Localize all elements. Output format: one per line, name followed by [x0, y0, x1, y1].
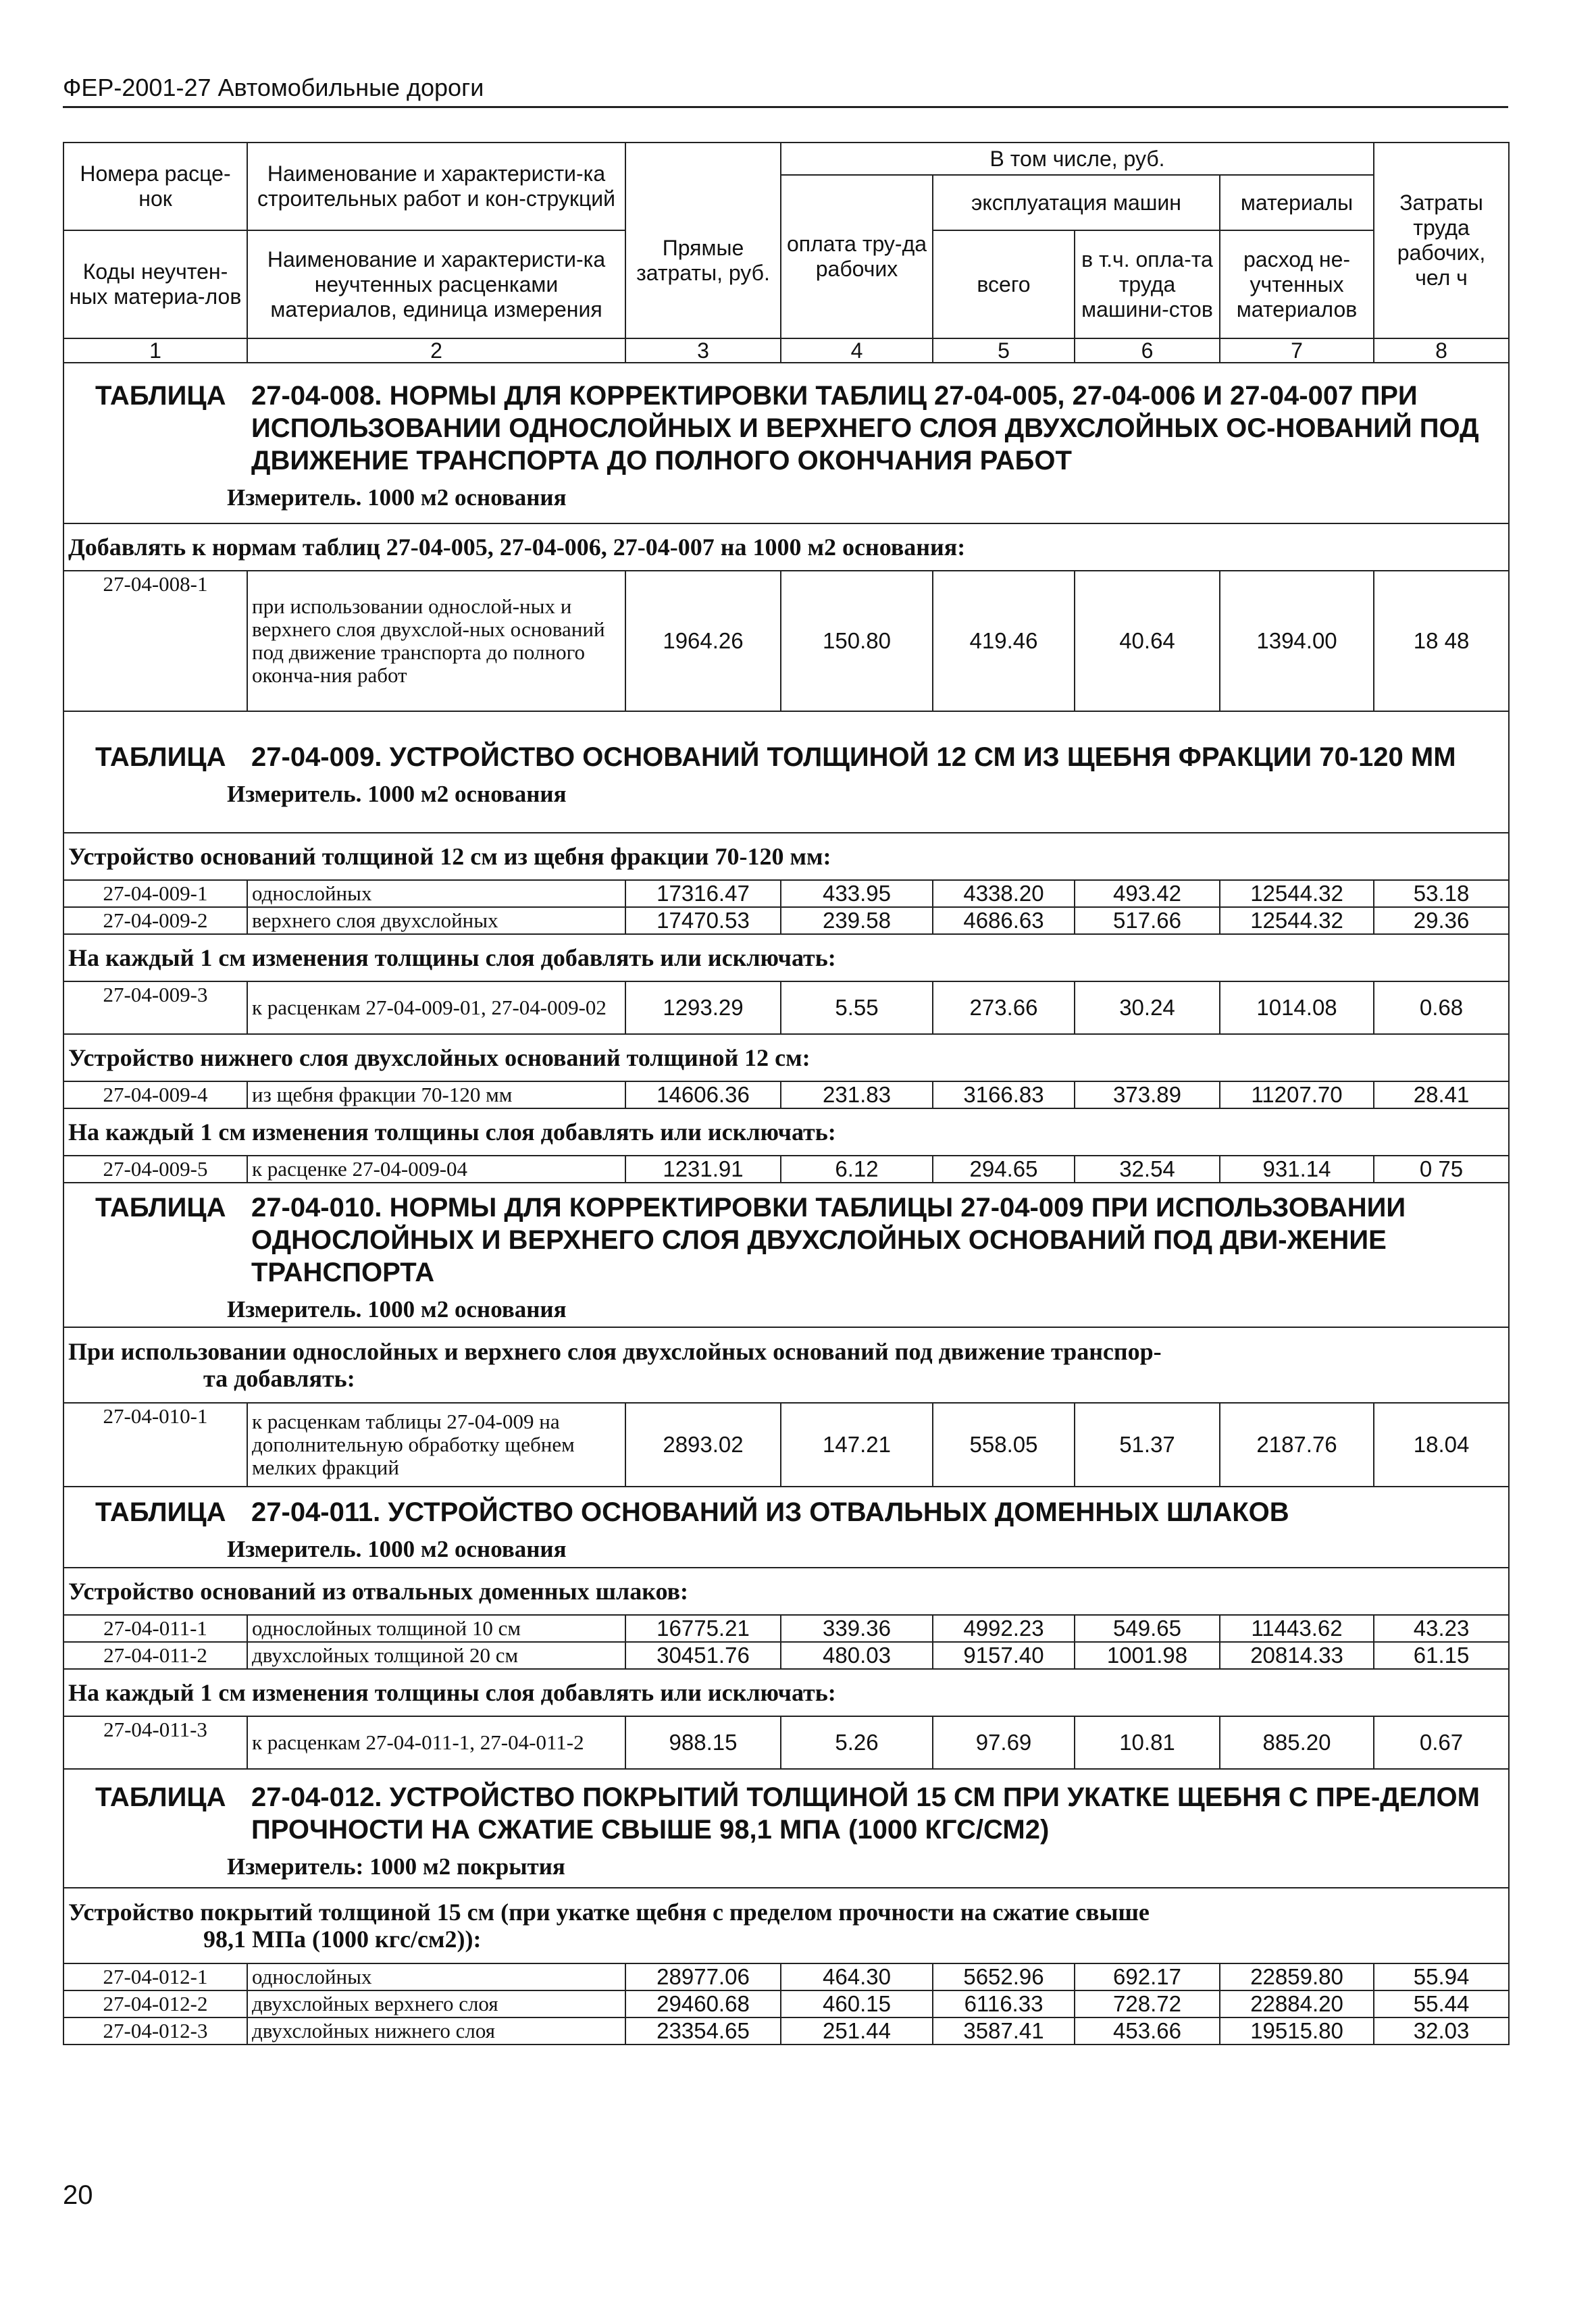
column-number: 8 [1374, 338, 1509, 363]
measure-unit: 1000 м2 покрытия [369, 1853, 565, 1880]
value-mach-total: 3166.83 [933, 1081, 1075, 1108]
col6-header: в т.ч. опла-та труда машини-стов [1075, 230, 1220, 338]
value-labor: 480.03 [781, 1642, 933, 1669]
rate-code: 27-04-011-2 [63, 1642, 247, 1669]
group-heading: Добавлять к нормам таблиц 27-04-005, 27-04-006, 27-04-007 на 1000 м2 основания: [68, 534, 966, 561]
table-row [63, 1403, 1509, 1487]
rate-name: при использовании однослой-ных и верхнего слоя двухслой-ных оснований под движение транспорта до полного оконча-ния работ [247, 571, 625, 711]
value-hours: 0 75 [1374, 1156, 1509, 1183]
rate-code: 27-04-010-1 [63, 1403, 247, 1487]
rates-table [63, 142, 1510, 2045]
measure-label: Измеритель. [227, 1536, 362, 1562]
rate-code: 27-04-009-4 [63, 1081, 247, 1108]
group-heading-cell [63, 523, 1509, 571]
rate-name: однослойных [247, 880, 625, 907]
group-heading-row [63, 1034, 1509, 1081]
value-materials: 1394.00 [1220, 571, 1374, 711]
section-label: ТАБЛИЦА [95, 1497, 226, 1527]
value-mach-labor: 549.65 [1075, 1615, 1220, 1642]
rate-code: 27-04-012-2 [63, 1990, 247, 2017]
value-mach-labor: 51.37 [1075, 1403, 1220, 1487]
rate-code: 27-04-012-3 [63, 2017, 247, 2045]
col1-top-header: Номера расце-нок [63, 143, 247, 230]
value-hours: 18.04 [1374, 1403, 1509, 1487]
table-row [63, 1156, 1509, 1183]
rate-name: однослойных толщиной 10 см [247, 1615, 625, 1642]
header-row-1 [63, 143, 1509, 175]
section-title-row [63, 363, 1509, 523]
section-heading [68, 371, 1504, 478]
value-mach-labor: 493.42 [1075, 880, 1220, 907]
measure-label: Измеритель. [227, 484, 362, 511]
column-number: 2 [247, 338, 625, 363]
value-direct: 1293.29 [625, 981, 781, 1034]
value-mach-total: 273.66 [933, 981, 1075, 1034]
value-mach-total: 97.69 [933, 1716, 1075, 1769]
measure-unit: 1000 м2 основания [367, 781, 567, 807]
section-title-cell [63, 711, 1509, 833]
table-row [63, 1642, 1509, 1669]
value-materials: 931.14 [1220, 1156, 1374, 1183]
value-mach-labor: 453.66 [1075, 2017, 1220, 2045]
rate-name: однослойных [247, 1963, 625, 1990]
rate-code: 27-04-009-5 [63, 1156, 247, 1183]
measure-unit: 1000 м2 основания [367, 1296, 567, 1322]
value-labor: 239.58 [781, 907, 933, 934]
value-materials: 2187.76 [1220, 1403, 1374, 1487]
value-mach-labor: 1001.98 [1075, 1642, 1220, 1669]
value-mach-total: 558.05 [933, 1403, 1075, 1487]
group-heading-cell [63, 1034, 1509, 1081]
group-heading-cell [63, 934, 1509, 981]
value-mach-labor: 32.54 [1075, 1156, 1220, 1183]
rate-name: к расценкам 27-04-009-01, 27-04-009-02 [247, 981, 625, 1034]
value-materials: 12544.32 [1220, 907, 1374, 934]
section-title: 27-04-009. УСТРОЙСТВО ОСНОВАНИЙ ТОЛЩИНОЙ 12 СМ ИЗ ЩЕБНЯ ФРАКЦИИ 70-120 ММ [251, 742, 1456, 772]
value-mach-total: 4338.20 [933, 880, 1075, 907]
column-number: 5 [933, 338, 1075, 363]
value-materials: 885.20 [1220, 1716, 1374, 1769]
measure-label: Измеритель. [227, 1296, 362, 1322]
section-title-cell [63, 1183, 1509, 1327]
value-hours: 32.03 [1374, 2017, 1509, 2045]
rate-code: 27-04-009-2 [63, 907, 247, 934]
materials-header: материалы [1220, 175, 1374, 230]
value-mach-total: 294.65 [933, 1156, 1075, 1183]
value-materials: 22884.20 [1220, 1990, 1374, 2017]
value-mach-labor: 728.72 [1075, 1990, 1220, 2017]
value-labor: 464.30 [781, 1963, 933, 1990]
rate-code: 27-04-009-1 [63, 880, 247, 907]
value-materials: 11207.70 [1220, 1081, 1374, 1108]
rate-name: к расценкам таблицы 27-04-009 на дополнительную обработку щебнем мелких фракций [247, 1403, 625, 1487]
table-row [63, 1081, 1509, 1108]
value-materials: 12544.32 [1220, 880, 1374, 907]
value-hours: 55.44 [1374, 1990, 1509, 2017]
value-materials: 19515.80 [1220, 2017, 1374, 2045]
measure-line [68, 478, 1504, 515]
section-title-row [63, 1769, 1509, 1888]
rate-code: 27-04-011-1 [63, 1615, 247, 1642]
group-heading: Устройство оснований из отвальных доменных шлаков: [68, 1578, 689, 1605]
rate-code: 27-04-012-1 [63, 1963, 247, 1990]
rate-name: к расценкам 27-04-011-1, 27-04-011-2 [247, 1716, 625, 1769]
group-heading-row [63, 934, 1509, 981]
value-labor: 251.44 [781, 2017, 933, 2045]
value-materials: 1014.08 [1220, 981, 1374, 1034]
group-heading-continued: та добавлять: [203, 1365, 355, 1392]
measure-line [68, 1290, 1504, 1327]
table-row [63, 1716, 1509, 1769]
group-heading-row [63, 1669, 1509, 1716]
section-label: ТАБЛИЦА [95, 742, 226, 772]
value-mach-total: 3587.41 [933, 2017, 1075, 2045]
value-hours: 29.36 [1374, 907, 1509, 934]
machines-header: эксплуатация машин [933, 175, 1220, 230]
value-hours: 0.67 [1374, 1716, 1509, 1769]
section-title-cell [63, 363, 1509, 523]
col3-header: Прямые затраты, руб. [625, 143, 781, 338]
value-direct: 23354.65 [625, 2017, 781, 2045]
table-row [63, 880, 1509, 907]
group-heading-cell [63, 1568, 1509, 1615]
group-heading: Устройство покрытий толщиной 15 см (при укатке щебня с пределом прочности на сжатие свыше [68, 1899, 1150, 1926]
col2-bottom-header: Наименование и характеристи-ка неучтенных расценками материалов, единица измерения [247, 230, 625, 338]
value-mach-total: 4686.63 [933, 907, 1075, 934]
value-labor: 339.36 [781, 1615, 933, 1642]
value-labor: 5.55 [781, 981, 933, 1034]
section-title-row [63, 1183, 1509, 1327]
column-number: 1 [63, 338, 247, 363]
value-direct: 1964.26 [625, 571, 781, 711]
value-mach-labor: 692.17 [1075, 1963, 1220, 1990]
group-heading-cell [63, 1669, 1509, 1716]
value-mach-total: 6116.33 [933, 1990, 1075, 2017]
col8-header: Затраты труда рабочих, чел ч [1374, 143, 1509, 338]
group-heading-cell [63, 1888, 1509, 1963]
measure-unit: 1000 м2 основания [367, 1536, 567, 1562]
value-mach-labor: 30.24 [1075, 981, 1220, 1034]
measure-line [68, 775, 1504, 811]
rate-code: 27-04-009-3 [63, 981, 247, 1034]
rate-name: к расценке 27-04-009-04 [247, 1156, 625, 1183]
measure-unit: 1000 м2 основания [367, 484, 567, 511]
column-number: 6 [1075, 338, 1220, 363]
value-direct: 28977.06 [625, 1963, 781, 1990]
group-heading: На каждый 1 см изменения толщины слоя добавлять или исключать: [68, 1679, 836, 1706]
column-number-row [63, 338, 1509, 363]
rate-name: двухслойных верхнего слоя [247, 1990, 625, 2017]
group-heading-row [63, 833, 1509, 880]
value-hours: 43.23 [1374, 1615, 1509, 1642]
value-direct: 29460.68 [625, 1990, 781, 2017]
value-mach-labor: 373.89 [1075, 1081, 1220, 1108]
header-rule [63, 106, 1508, 108]
value-mach-labor: 517.66 [1075, 907, 1220, 934]
group-heading: При использовании однослойных и верхнего слоя двухслойных оснований под движение транспор- [68, 1338, 1162, 1365]
group-heading-row [63, 1888, 1509, 1963]
measure-line [68, 1847, 1504, 1884]
col7-header: расход не-учтенных материалов [1220, 230, 1374, 338]
group-heading-row [63, 523, 1509, 571]
group-heading-row [63, 1108, 1509, 1156]
section-title: 27-04-010. НОРМЫ ДЛЯ КОРРЕКТИРОВКИ ТАБЛИЦЫ 27-04-009 ПРИ ИСПОЛЬЗОВАНИИ ОДНОСЛОЙНЫХ И ВЕРХНЕГО СЛОЯ ДВУХСЛОЙНЫХ ОСНОВАНИЙ ПОД ДВИ-ЖЕНИЕ ТРАНСПОРТА [251, 1193, 1406, 1287]
value-mach-total: 9157.40 [933, 1642, 1075, 1669]
column-number: 4 [781, 338, 933, 363]
value-hours: 61.15 [1374, 1642, 1509, 1669]
col5-header: всего [933, 230, 1075, 338]
page-number: 20 [63, 2180, 93, 2210]
value-hours: 28.41 [1374, 1081, 1509, 1108]
group-heading-cell [63, 1108, 1509, 1156]
group-header: В том числе, руб. [781, 143, 1374, 175]
section-heading [68, 1488, 1504, 1530]
col4-header: оплата тру-да рабочих [781, 175, 933, 338]
table-row [63, 1990, 1509, 2017]
col2-top-header: Наименование и характеристи-ка строительных работ и кон-струкций [247, 143, 625, 230]
section-heading [68, 1773, 1504, 1847]
value-materials: 20814.33 [1220, 1642, 1374, 1669]
rate-name: двухслойных толщиной 20 см [247, 1642, 625, 1669]
value-labor: 6.12 [781, 1156, 933, 1183]
table-row [63, 2017, 1509, 2045]
value-hours: 0.68 [1374, 981, 1509, 1034]
rate-name: из щебня фракции 70-120 мм [247, 1081, 625, 1108]
section-title-cell [63, 1487, 1509, 1568]
rate-code: 27-04-011-3 [63, 1716, 247, 1769]
value-direct: 17470.53 [625, 907, 781, 934]
measure-label: Измеритель: [227, 1853, 364, 1880]
rate-code: 27-04-008-1 [63, 571, 247, 711]
table-row [63, 907, 1509, 934]
value-direct: 988.15 [625, 1716, 781, 1769]
value-labor: 231.83 [781, 1081, 933, 1108]
section-title: 27-04-008. НОРМЫ ДЛЯ КОРРЕКТИРОВКИ ТАБЛИЦ 27-04-005, 27-04-006 И 27-04-007 ПРИ ИСПОЛЬЗОВАНИИ ОДНОСЛОЙНЫХ И ВЕРХНЕГО СЛОЯ ДВУХСЛОЙНЫХ ОС-НОВАНИЙ ПОД ДВИЖЕНИЕ ТРАНСПОРТА ДО ПОЛНОГО ОКОНЧАНИЯ РАБОТ [251, 381, 1479, 475]
section-title-row [63, 1487, 1509, 1568]
col1-bottom-header: Коды неучтен-ных материа-лов [63, 230, 247, 338]
table-row [63, 1963, 1509, 1990]
value-labor: 433.95 [781, 880, 933, 907]
value-labor: 460.15 [781, 1990, 933, 2017]
value-hours: 53.18 [1374, 880, 1509, 907]
value-mach-labor: 40.64 [1075, 571, 1220, 711]
section-label: ТАБЛИЦА [95, 1193, 226, 1223]
value-labor: 150.80 [781, 571, 933, 711]
section-label: ТАБЛИЦА [95, 1782, 226, 1812]
value-labor: 147.21 [781, 1403, 933, 1487]
rate-name: двухслойных нижнего слоя [247, 2017, 625, 2045]
table-row [63, 1615, 1509, 1642]
value-materials: 11443.62 [1220, 1615, 1374, 1642]
value-labor: 5.26 [781, 1716, 933, 1769]
group-heading: Устройство оснований толщиной 12 см из щебня фракции 70-120 мм: [68, 843, 831, 870]
value-direct: 16775.21 [625, 1615, 781, 1642]
section-heading [68, 1183, 1504, 1290]
value-materials: 22859.80 [1220, 1963, 1374, 1990]
table-body [63, 143, 1509, 2045]
group-heading-row [63, 1568, 1509, 1615]
value-direct: 1231.91 [625, 1156, 781, 1183]
value-direct: 14606.36 [625, 1081, 781, 1108]
value-mach-total: 419.46 [933, 571, 1075, 711]
section-title-cell [63, 1769, 1509, 1888]
table-row [63, 981, 1509, 1034]
section-heading [68, 733, 1504, 775]
group-heading: На каждый 1 см изменения толщины слоя добавлять или исключать: [68, 1119, 836, 1146]
page-header-title: ФЕР-2001-27 Автомобильные дороги [63, 74, 484, 101]
measure-label: Измеритель. [227, 781, 362, 807]
table-row [63, 571, 1509, 711]
section-title: 27-04-012. УСТРОЙСТВО ПОКРЫТИЙ ТОЛЩИНОЙ 15 СМ ПРИ УКАТКЕ ЩЕБНЯ С ПРЕ-ДЕЛОМ ПРОЧНОСТИ НА СЖАТИЕ СВЫШЕ 98,1 МПА (1000 КГС/СМ2) [251, 1782, 1480, 1845]
value-direct: 2893.02 [625, 1403, 781, 1487]
group-heading-cell [63, 1327, 1509, 1403]
value-direct: 30451.76 [625, 1642, 781, 1669]
section-title: 27-04-011. УСТРОЙСТВО ОСНОВАНИЙ ИЗ ОТВАЛЬНЫХ ДОМЕННЫХ ШЛАКОВ [251, 1497, 1289, 1527]
value-mach-total: 4992.23 [933, 1615, 1075, 1642]
column-number: 3 [625, 338, 781, 363]
measure-line [68, 1530, 1504, 1566]
group-heading-row [63, 1327, 1509, 1403]
value-hours: 55.94 [1374, 1963, 1509, 1990]
value-mach-total: 5652.96 [933, 1963, 1075, 1990]
column-number: 7 [1220, 338, 1374, 363]
group-heading-cell [63, 833, 1509, 880]
section-title-row [63, 711, 1509, 833]
value-direct: 17316.47 [625, 880, 781, 907]
value-hours: 18 48 [1374, 571, 1509, 711]
group-heading: Устройство нижнего слоя двухслойных оснований толщиной 12 см: [68, 1044, 810, 1071]
value-mach-labor: 10.81 [1075, 1716, 1220, 1769]
group-heading-continued: 98,1 МПа (1000 кгс/см2)): [203, 1926, 482, 1953]
group-heading: На каждый 1 см изменения толщины слоя добавлять или исключать: [68, 944, 836, 971]
section-label: ТАБЛИЦА [95, 381, 226, 411]
rate-name: верхнего слоя двухслойных [247, 907, 625, 934]
